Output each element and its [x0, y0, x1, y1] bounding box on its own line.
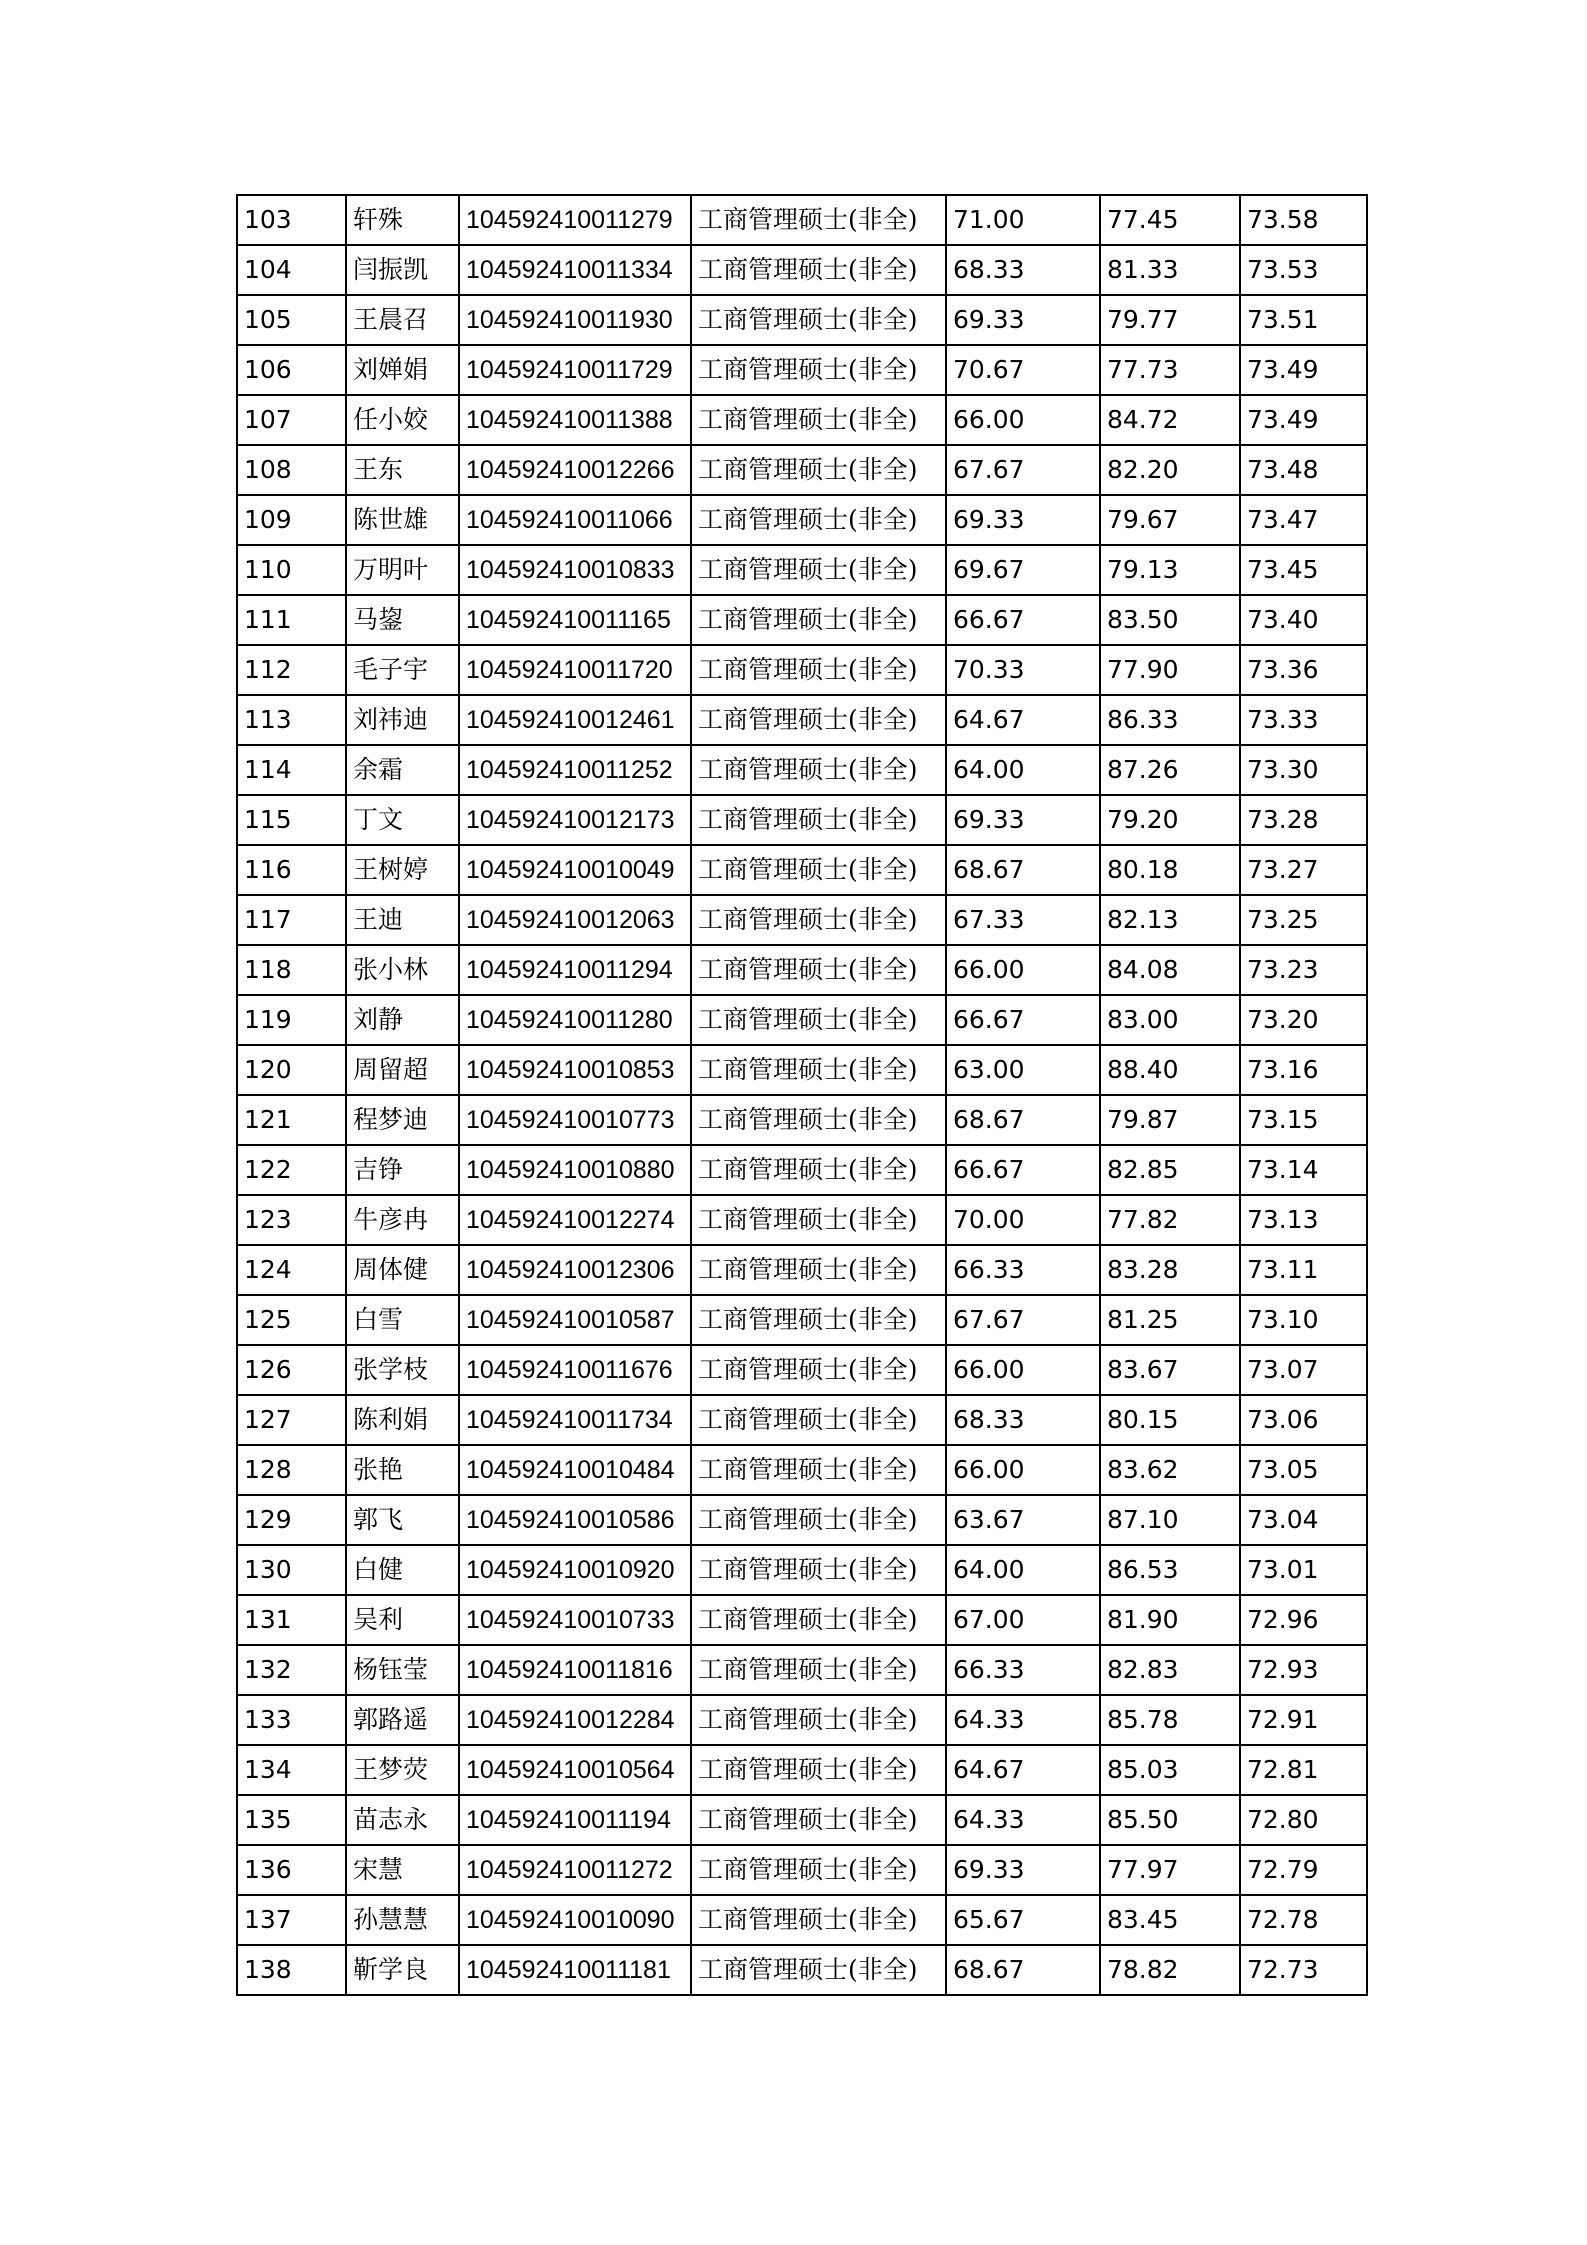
row-number-cell: 133 — [237, 1695, 346, 1745]
row-number-cell: 120 — [237, 1045, 346, 1095]
candidate-id-cell: 104592410011388 — [459, 395, 691, 445]
candidate-name-cell: 余霜 — [346, 745, 459, 795]
total-score-cell: 73.45 — [1240, 545, 1367, 595]
interview-score-cell: 79.20 — [1100, 795, 1240, 845]
table-row — [237, 1595, 1367, 1645]
table-row — [237, 795, 1367, 845]
table-row — [237, 1045, 1367, 1095]
table-row — [237, 1145, 1367, 1195]
row-number-cell: 111 — [237, 595, 346, 645]
candidate-name-cell: 吴利 — [346, 1595, 459, 1645]
total-score-cell: 73.58 — [1240, 195, 1367, 245]
major-cell: 工商管理硕士(非全) — [691, 1595, 946, 1645]
candidate-id-cell: 104592410011280 — [459, 995, 691, 1045]
candidate-name-cell: 牛彦冉 — [346, 1195, 459, 1245]
interview-score-cell: 83.62 — [1100, 1445, 1240, 1495]
candidate-name-cell: 郭路遥 — [346, 1695, 459, 1745]
preliminary-score-cell: 70.00 — [946, 1195, 1100, 1245]
interview-score-cell: 86.53 — [1100, 1545, 1240, 1595]
major-cell: 工商管理硕士(非全) — [691, 995, 946, 1045]
candidate-id-cell: 104592410012284 — [459, 1695, 691, 1745]
row-number-cell: 114 — [237, 745, 346, 795]
table-row — [237, 1345, 1367, 1395]
row-number-cell: 108 — [237, 445, 346, 495]
table-row — [237, 645, 1367, 695]
interview-score-cell: 77.90 — [1100, 645, 1240, 695]
candidate-name-cell: 万明叶 — [346, 545, 459, 595]
major-cell: 工商管理硕士(非全) — [691, 545, 946, 595]
major-cell: 工商管理硕士(非全) — [691, 1445, 946, 1495]
table-row — [237, 1445, 1367, 1495]
major-cell: 工商管理硕士(非全) — [691, 1195, 946, 1245]
total-score-cell: 73.04 — [1240, 1495, 1367, 1545]
row-number-cell: 128 — [237, 1445, 346, 1495]
table-row — [237, 1395, 1367, 1445]
table-row — [237, 745, 1367, 795]
total-score-cell: 73.25 — [1240, 895, 1367, 945]
candidate-id-cell: 104592410011734 — [459, 1395, 691, 1445]
major-cell: 工商管理硕士(非全) — [691, 1345, 946, 1395]
table-row — [237, 1945, 1367, 1995]
preliminary-score-cell: 67.33 — [946, 895, 1100, 945]
total-score-cell: 73.36 — [1240, 645, 1367, 695]
major-cell: 工商管理硕士(非全) — [691, 795, 946, 845]
total-score-cell: 72.73 — [1240, 1945, 1367, 1995]
major-cell: 工商管理硕士(非全) — [691, 395, 946, 445]
major-cell: 工商管理硕士(非全) — [691, 1745, 946, 1795]
preliminary-score-cell: 69.33 — [946, 295, 1100, 345]
total-score-cell: 73.51 — [1240, 295, 1367, 345]
preliminary-score-cell: 66.67 — [946, 995, 1100, 1045]
row-number-cell: 112 — [237, 645, 346, 695]
table-row — [237, 195, 1367, 245]
preliminary-score-cell: 70.33 — [946, 645, 1100, 695]
table-row — [237, 995, 1367, 1045]
preliminary-score-cell: 63.00 — [946, 1045, 1100, 1095]
major-cell: 工商管理硕士(非全) — [691, 495, 946, 545]
row-number-cell: 113 — [237, 695, 346, 745]
row-number-cell: 126 — [237, 1345, 346, 1395]
candidate-name-cell: 郭飞 — [346, 1495, 459, 1545]
candidate-id-cell: 104592410010920 — [459, 1545, 691, 1595]
preliminary-score-cell: 66.00 — [946, 395, 1100, 445]
preliminary-score-cell: 66.33 — [946, 1645, 1100, 1695]
total-score-cell: 72.93 — [1240, 1645, 1367, 1695]
row-number-cell: 118 — [237, 945, 346, 995]
interview-score-cell: 83.67 — [1100, 1345, 1240, 1395]
preliminary-score-cell: 66.33 — [946, 1245, 1100, 1295]
row-number-cell: 135 — [237, 1795, 346, 1845]
interview-score-cell: 81.90 — [1100, 1595, 1240, 1645]
candidate-name-cell: 靳学良 — [346, 1945, 459, 1995]
candidate-name-cell: 杨钰莹 — [346, 1645, 459, 1695]
table-row — [237, 945, 1367, 995]
interview-score-cell: 82.85 — [1100, 1145, 1240, 1195]
preliminary-score-cell: 68.33 — [946, 245, 1100, 295]
table-row — [237, 845, 1367, 895]
candidate-name-cell: 王晨召 — [346, 295, 459, 345]
table-row — [237, 695, 1367, 745]
table-row — [237, 1745, 1367, 1795]
candidate-id-cell: 104592410010484 — [459, 1445, 691, 1495]
preliminary-score-cell: 66.00 — [946, 1445, 1100, 1495]
table-row — [237, 1545, 1367, 1595]
table-row — [237, 395, 1367, 445]
table-row — [237, 1195, 1367, 1245]
interview-score-cell: 82.13 — [1100, 895, 1240, 945]
row-number-cell: 116 — [237, 845, 346, 895]
interview-score-cell: 79.67 — [1100, 495, 1240, 545]
total-score-cell: 73.14 — [1240, 1145, 1367, 1195]
candidate-name-cell: 王树婷 — [346, 845, 459, 895]
preliminary-score-cell: 67.67 — [946, 445, 1100, 495]
candidate-name-cell: 张艳 — [346, 1445, 459, 1495]
preliminary-score-cell: 64.33 — [946, 1795, 1100, 1845]
total-score-cell: 73.13 — [1240, 1195, 1367, 1245]
candidate-id-cell: 104592410011194 — [459, 1795, 691, 1845]
major-cell: 工商管理硕士(非全) — [691, 1545, 946, 1595]
candidate-id-cell: 104592410011252 — [459, 745, 691, 795]
interview-score-cell: 84.08 — [1100, 945, 1240, 995]
candidate-id-cell: 104592410012306 — [459, 1245, 691, 1295]
row-number-cell: 132 — [237, 1645, 346, 1695]
table-row — [237, 1845, 1367, 1895]
candidate-id-cell: 104592410011294 — [459, 945, 691, 995]
candidate-id-cell: 104592410011279 — [459, 195, 691, 245]
candidate-id-cell: 104592410011816 — [459, 1645, 691, 1695]
interview-score-cell: 88.40 — [1100, 1045, 1240, 1095]
interview-score-cell: 83.28 — [1100, 1245, 1240, 1295]
major-cell: 工商管理硕士(非全) — [691, 1095, 946, 1145]
total-score-cell: 73.40 — [1240, 595, 1367, 645]
total-score-cell: 72.79 — [1240, 1845, 1367, 1895]
table-row — [237, 245, 1367, 295]
candidate-id-cell: 104592410010733 — [459, 1595, 691, 1645]
preliminary-score-cell: 69.33 — [946, 495, 1100, 545]
row-number-cell: 129 — [237, 1495, 346, 1545]
total-score-cell: 73.47 — [1240, 495, 1367, 545]
candidate-id-cell: 104592410012063 — [459, 895, 691, 945]
table-row — [237, 295, 1367, 345]
row-number-cell: 130 — [237, 1545, 346, 1595]
candidate-name-cell: 轩殊 — [346, 195, 459, 245]
interview-score-cell: 82.83 — [1100, 1645, 1240, 1695]
major-cell: 工商管理硕士(非全) — [691, 695, 946, 745]
major-cell: 工商管理硕士(非全) — [691, 1845, 946, 1895]
major-cell: 工商管理硕士(非全) — [691, 1795, 946, 1845]
candidate-name-cell: 孙慧慧 — [346, 1895, 459, 1945]
row-number-cell: 127 — [237, 1395, 346, 1445]
candidate-id-cell: 104592410010833 — [459, 545, 691, 595]
row-number-cell: 123 — [237, 1195, 346, 1245]
candidate-id-cell: 104592410010090 — [459, 1895, 691, 1945]
candidate-id-cell: 104592410012173 — [459, 795, 691, 845]
candidate-id-cell: 104592410010880 — [459, 1145, 691, 1195]
interview-score-cell: 77.73 — [1100, 345, 1240, 395]
major-cell: 工商管理硕士(非全) — [691, 1645, 946, 1695]
preliminary-score-cell: 68.67 — [946, 1945, 1100, 1995]
row-number-cell: 121 — [237, 1095, 346, 1145]
major-cell: 工商管理硕士(非全) — [691, 645, 946, 695]
preliminary-score-cell: 66.67 — [946, 1145, 1100, 1195]
preliminary-score-cell: 67.00 — [946, 1595, 1100, 1645]
interview-score-cell: 81.33 — [1100, 245, 1240, 295]
interview-score-cell: 80.15 — [1100, 1395, 1240, 1445]
candidate-name-cell: 白健 — [346, 1545, 459, 1595]
row-number-cell: 122 — [237, 1145, 346, 1195]
row-number-cell: 134 — [237, 1745, 346, 1795]
row-number-cell: 137 — [237, 1895, 346, 1945]
candidate-id-cell: 104592410010587 — [459, 1295, 691, 1345]
preliminary-score-cell: 63.67 — [946, 1495, 1100, 1545]
table-row — [237, 1695, 1367, 1745]
score-table — [236, 194, 1368, 1996]
interview-score-cell: 85.50 — [1100, 1795, 1240, 1845]
preliminary-score-cell: 66.67 — [946, 595, 1100, 645]
candidate-id-cell: 104592410011930 — [459, 295, 691, 345]
candidate-name-cell: 刘静 — [346, 995, 459, 1045]
major-cell: 工商管理硕士(非全) — [691, 745, 946, 795]
total-score-cell: 73.20 — [1240, 995, 1367, 1045]
major-cell: 工商管理硕士(非全) — [691, 1695, 946, 1745]
interview-score-cell: 87.10 — [1100, 1495, 1240, 1545]
candidate-name-cell: 王梦荧 — [346, 1745, 459, 1795]
major-cell: 工商管理硕士(非全) — [691, 195, 946, 245]
candidate-id-cell: 104592410011334 — [459, 245, 691, 295]
interview-score-cell: 79.87 — [1100, 1095, 1240, 1145]
preliminary-score-cell: 70.67 — [946, 345, 1100, 395]
interview-score-cell: 82.20 — [1100, 445, 1240, 495]
row-number-cell: 110 — [237, 545, 346, 595]
major-cell: 工商管理硕士(非全) — [691, 1945, 946, 1995]
candidate-name-cell: 周留超 — [346, 1045, 459, 1095]
major-cell: 工商管理硕士(非全) — [691, 945, 946, 995]
total-score-cell: 73.07 — [1240, 1345, 1367, 1395]
major-cell: 工商管理硕士(非全) — [691, 295, 946, 345]
score-table-body — [237, 195, 1367, 1995]
total-score-cell: 73.11 — [1240, 1245, 1367, 1295]
preliminary-score-cell: 64.00 — [946, 745, 1100, 795]
candidate-id-cell: 104592410011272 — [459, 1845, 691, 1895]
interview-score-cell: 77.97 — [1100, 1845, 1240, 1895]
major-cell: 工商管理硕士(非全) — [691, 345, 946, 395]
row-number-cell: 105 — [237, 295, 346, 345]
total-score-cell: 73.28 — [1240, 795, 1367, 845]
row-number-cell: 131 — [237, 1595, 346, 1645]
row-number-cell: 124 — [237, 1245, 346, 1295]
total-score-cell: 72.78 — [1240, 1895, 1367, 1945]
total-score-cell: 73.16 — [1240, 1045, 1367, 1095]
preliminary-score-cell: 66.00 — [946, 1345, 1100, 1395]
major-cell: 工商管理硕士(非全) — [691, 1495, 946, 1545]
row-number-cell: 117 — [237, 895, 346, 945]
candidate-name-cell: 马鋆 — [346, 595, 459, 645]
interview-score-cell: 87.26 — [1100, 745, 1240, 795]
table-row — [237, 545, 1367, 595]
total-score-cell: 72.91 — [1240, 1695, 1367, 1745]
candidate-id-cell: 104592410011676 — [459, 1345, 691, 1395]
candidate-id-cell: 104592410010564 — [459, 1745, 691, 1795]
major-cell: 工商管理硕士(非全) — [691, 245, 946, 295]
interview-score-cell: 79.13 — [1100, 545, 1240, 595]
candidate-name-cell: 闫振凯 — [346, 245, 459, 295]
table-row — [237, 495, 1367, 545]
candidate-id-cell: 104592410011720 — [459, 645, 691, 695]
preliminary-score-cell: 68.67 — [946, 1095, 1100, 1145]
major-cell: 工商管理硕士(非全) — [691, 1145, 946, 1195]
candidate-name-cell: 白雪 — [346, 1295, 459, 1345]
preliminary-score-cell: 68.33 — [946, 1395, 1100, 1445]
candidate-id-cell: 104592410010049 — [459, 845, 691, 895]
interview-score-cell: 83.00 — [1100, 995, 1240, 1045]
candidate-name-cell: 任小姣 — [346, 395, 459, 445]
candidate-id-cell: 104592410010773 — [459, 1095, 691, 1145]
total-score-cell: 73.10 — [1240, 1295, 1367, 1345]
candidate-name-cell: 刘祎迪 — [346, 695, 459, 745]
candidate-name-cell: 张小林 — [346, 945, 459, 995]
preliminary-score-cell: 68.67 — [946, 845, 1100, 895]
interview-score-cell: 78.82 — [1100, 1945, 1240, 1995]
candidate-id-cell: 104592410011066 — [459, 495, 691, 545]
table-row — [237, 895, 1367, 945]
total-score-cell: 73.33 — [1240, 695, 1367, 745]
interview-score-cell: 80.18 — [1100, 845, 1240, 895]
total-score-cell: 73.06 — [1240, 1395, 1367, 1445]
preliminary-score-cell: 67.67 — [946, 1295, 1100, 1345]
preliminary-score-cell: 71.00 — [946, 195, 1100, 245]
interview-score-cell: 85.78 — [1100, 1695, 1240, 1745]
candidate-id-cell: 104592410010853 — [459, 1045, 691, 1095]
total-score-cell: 73.05 — [1240, 1445, 1367, 1495]
total-score-cell: 73.23 — [1240, 945, 1367, 995]
table-row — [237, 345, 1367, 395]
table-row — [237, 445, 1367, 495]
total-score-cell: 73.53 — [1240, 245, 1367, 295]
candidate-id-cell: 104592410010586 — [459, 1495, 691, 1545]
preliminary-score-cell: 69.33 — [946, 795, 1100, 845]
candidate-name-cell: 陈利娟 — [346, 1395, 459, 1445]
candidate-id-cell: 104592410012266 — [459, 445, 691, 495]
row-number-cell: 104 — [237, 245, 346, 295]
total-score-cell: 73.27 — [1240, 845, 1367, 895]
major-cell: 工商管理硕士(非全) — [691, 1895, 946, 1945]
row-number-cell: 115 — [237, 795, 346, 845]
candidate-name-cell: 毛子宇 — [346, 645, 459, 695]
candidate-name-cell: 周体健 — [346, 1245, 459, 1295]
major-cell: 工商管理硕士(非全) — [691, 1045, 946, 1095]
preliminary-score-cell: 65.67 — [946, 1895, 1100, 1945]
candidate-name-cell: 刘婵娟 — [346, 345, 459, 395]
preliminary-score-cell: 64.00 — [946, 1545, 1100, 1595]
table-row — [237, 1495, 1367, 1545]
table-row — [237, 1645, 1367, 1695]
total-score-cell: 72.80 — [1240, 1795, 1367, 1845]
row-number-cell: 136 — [237, 1845, 346, 1895]
major-cell: 工商管理硕士(非全) — [691, 845, 946, 895]
total-score-cell: 73.49 — [1240, 345, 1367, 395]
row-number-cell: 125 — [237, 1295, 346, 1345]
total-score-cell: 73.15 — [1240, 1095, 1367, 1145]
interview-score-cell: 85.03 — [1100, 1745, 1240, 1795]
candidate-name-cell: 王东 — [346, 445, 459, 495]
total-score-cell: 73.48 — [1240, 445, 1367, 495]
interview-score-cell: 81.25 — [1100, 1295, 1240, 1345]
row-number-cell: 109 — [237, 495, 346, 545]
row-number-cell: 138 — [237, 1945, 346, 1995]
table-row — [237, 595, 1367, 645]
interview-score-cell: 77.45 — [1100, 195, 1240, 245]
preliminary-score-cell: 66.00 — [946, 945, 1100, 995]
major-cell: 工商管理硕士(非全) — [691, 445, 946, 495]
table-row — [237, 1795, 1367, 1845]
candidate-id-cell: 104592410012274 — [459, 1195, 691, 1245]
interview-score-cell: 83.45 — [1100, 1895, 1240, 1945]
table-row — [237, 1895, 1367, 1945]
interview-score-cell: 83.50 — [1100, 595, 1240, 645]
row-number-cell: 106 — [237, 345, 346, 395]
total-score-cell: 73.01 — [1240, 1545, 1367, 1595]
table-row — [237, 1295, 1367, 1345]
preliminary-score-cell: 64.67 — [946, 1745, 1100, 1795]
row-number-cell: 119 — [237, 995, 346, 1045]
candidate-id-cell: 104592410011165 — [459, 595, 691, 645]
row-number-cell: 103 — [237, 195, 346, 245]
total-score-cell: 72.81 — [1240, 1745, 1367, 1795]
candidate-name-cell: 陈世雄 — [346, 495, 459, 545]
major-cell: 工商管理硕士(非全) — [691, 895, 946, 945]
row-number-cell: 107 — [237, 395, 346, 445]
interview-score-cell: 84.72 — [1100, 395, 1240, 445]
preliminary-score-cell: 69.33 — [946, 1845, 1100, 1895]
major-cell: 工商管理硕士(非全) — [691, 595, 946, 645]
candidate-name-cell: 苗志永 — [346, 1795, 459, 1845]
interview-score-cell: 79.77 — [1100, 295, 1240, 345]
total-score-cell: 73.30 — [1240, 745, 1367, 795]
preliminary-score-cell: 64.33 — [946, 1695, 1100, 1745]
candidate-id-cell: 104592410011181 — [459, 1945, 691, 1995]
major-cell: 工商管理硕士(非全) — [691, 1395, 946, 1445]
interview-score-cell: 86.33 — [1100, 695, 1240, 745]
candidate-name-cell: 程梦迪 — [346, 1095, 459, 1145]
candidate-name-cell: 王迪 — [346, 895, 459, 945]
candidate-id-cell: 104592410012461 — [459, 695, 691, 745]
total-score-cell: 73.49 — [1240, 395, 1367, 445]
table-row — [237, 1095, 1367, 1145]
candidate-name-cell: 张学枝 — [346, 1345, 459, 1395]
candidate-name-cell: 宋慧 — [346, 1845, 459, 1895]
interview-score-cell: 77.82 — [1100, 1195, 1240, 1245]
candidate-id-cell: 104592410011729 — [459, 345, 691, 395]
table-row — [237, 1245, 1367, 1295]
major-cell: 工商管理硕士(非全) — [691, 1295, 946, 1345]
candidate-name-cell: 吉铮 — [346, 1145, 459, 1195]
candidate-name-cell: 丁文 — [346, 795, 459, 845]
major-cell: 工商管理硕士(非全) — [691, 1245, 946, 1295]
total-score-cell: 72.96 — [1240, 1595, 1367, 1645]
preliminary-score-cell: 64.67 — [946, 695, 1100, 745]
preliminary-score-cell: 69.67 — [946, 545, 1100, 595]
